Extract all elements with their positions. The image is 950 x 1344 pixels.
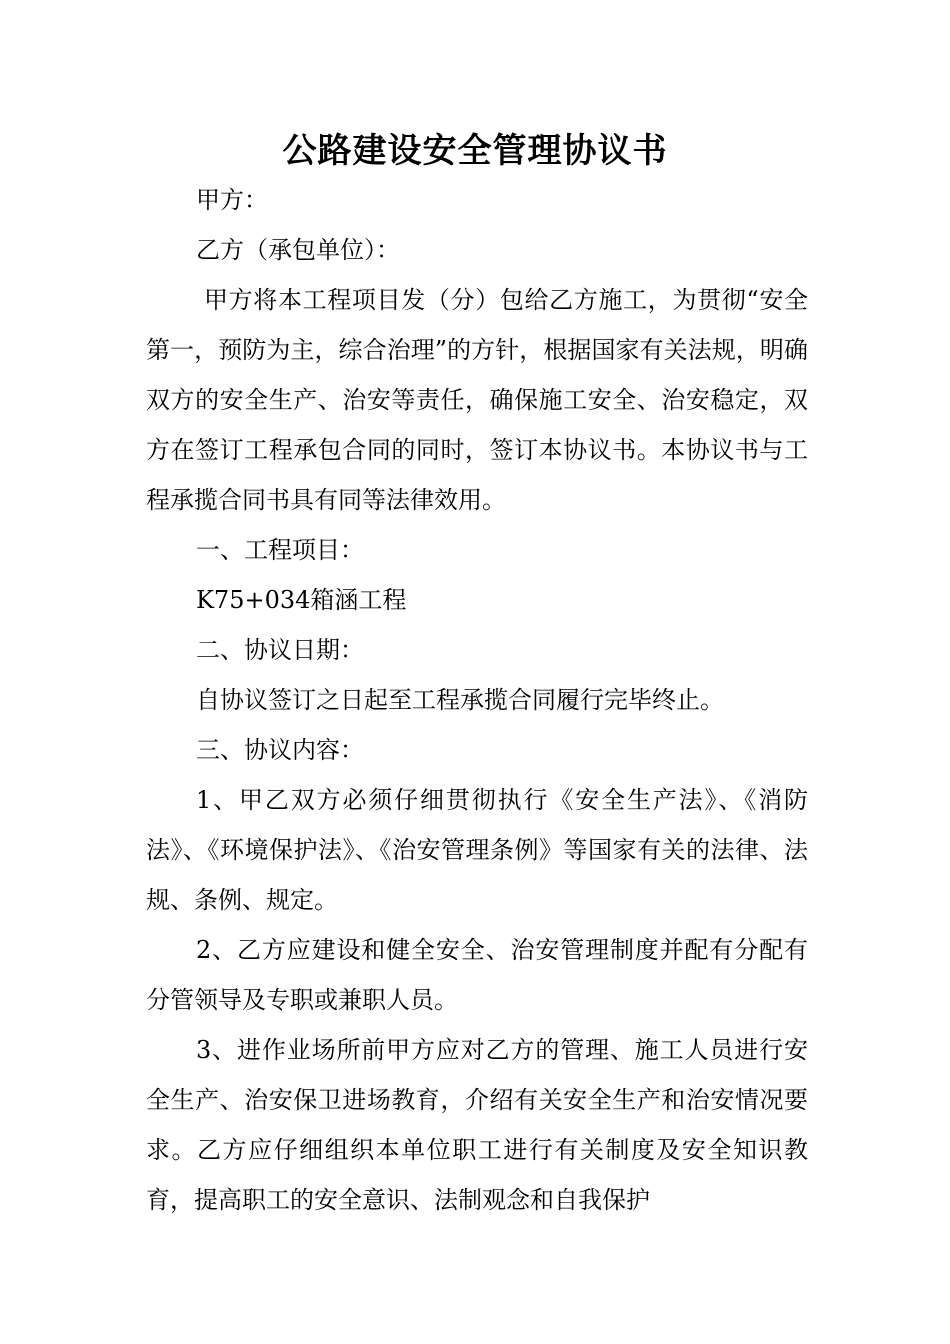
section-1-value: K75+034箱涵工程 (196, 586, 407, 614)
document-title: 公路建设安全管理协议书 (282, 131, 668, 171)
clause-2: 2、乙方应建设和健全安全、治安管理制度并配有分配有分管领导及专职或兼职人员。 (146, 936, 808, 1014)
intro-paragraph: 甲方将本工程项目发（分）包给乙方施工，为贯彻“安全第一，预防为主，综合治理”的方针，根据国家有关法规，明确双方的安全生产、治安等责任，确保施工安全、治安稳定，双方在签订工程承包合同的同时，签订本协议书。本协议书与工程承揽合同书具有同等法律效用。 (146, 286, 808, 514)
party-b-line: 乙方（承包单位）： (196, 236, 400, 264)
section-2-value: 自协议签订之日起至工程承揽合同履行完毕终止。 (196, 686, 724, 714)
section-1-heading: 一、工程项目： (196, 536, 364, 564)
document-body (146, 175, 808, 1225)
section-3-heading: 三、协议内容： (196, 736, 364, 764)
clause-1: 1、甲乙双方必须仔细贯彻执行《安全生产法》、《消防法》、《环境保护法》、《治安管理条例》等国家有关的法律、法规、条例、规定。 (146, 786, 808, 914)
section-2-heading: 二、协议日期： (196, 636, 364, 664)
party-a-line: 甲方： (196, 186, 268, 214)
clause-3: 3、进作业场所前甲方应对乙方的管理、施工人员进行安全生产、治安保卫进场教育，介绍有关安全生产和治安情况要求。乙方应仔细组织本单位职工进行有关制度及安全知识教育，提高职工的安全意识、法制观念和自我保护 (146, 1036, 808, 1214)
